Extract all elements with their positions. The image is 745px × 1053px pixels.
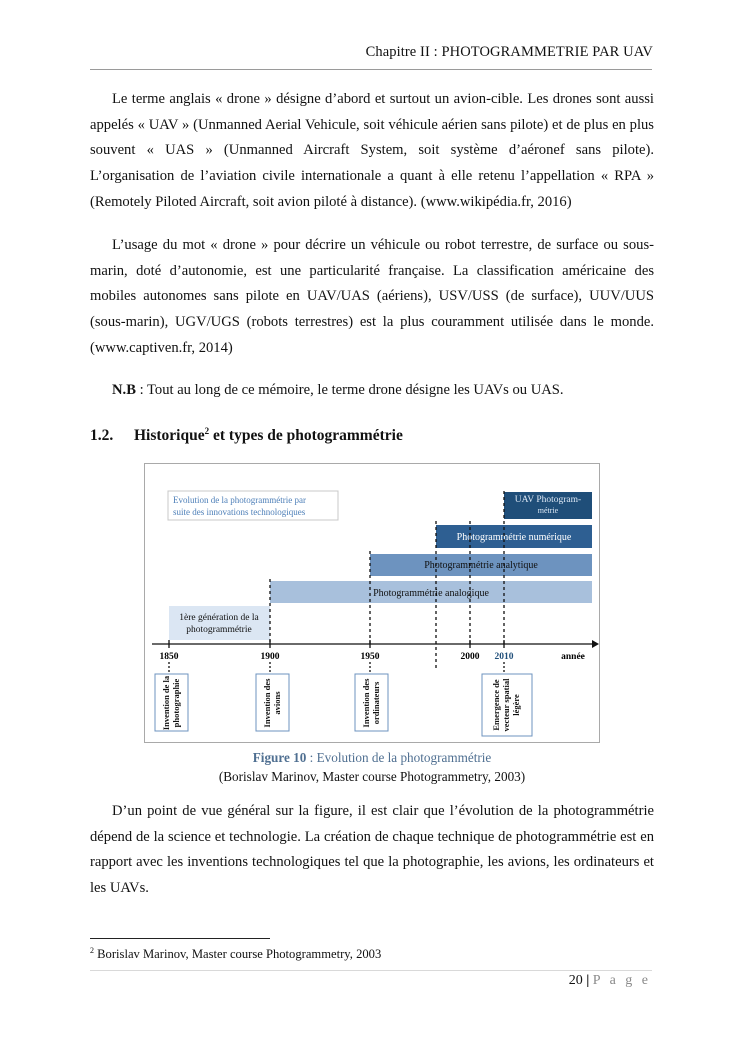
chapter-header: Chapitre II : PHOTOGRAMMETRIE PAR UAV xyxy=(365,44,653,60)
section-number: 1.2. xyxy=(90,427,114,445)
event-avion-line2: avions xyxy=(272,691,282,715)
footnote xyxy=(90,946,381,962)
footnote-ref: 2 xyxy=(204,426,210,436)
axis-unit-label: année xyxy=(561,652,585,662)
paragraph-drone-definition xyxy=(90,87,654,216)
footnote-number: 2 xyxy=(90,946,94,955)
bar-first-generation-line1: 1ère génération de la xyxy=(179,613,259,623)
page-label: P a g e xyxy=(592,973,651,988)
legend-line1: Evolution de la photogrammétrie par xyxy=(173,495,306,505)
nb-text: : Tout au long de ce mémoire, le terme drone désigne les UAVs ou UAS. xyxy=(135,382,564,398)
footnote-rule xyxy=(90,938,270,939)
event-connectors xyxy=(169,662,504,673)
paragraph-text: D’un point de vue général sur la figure, il est clair que l’évolution de la photogrammétrie dépend de la science et technologie. La création de chaque technique de photogrammétrie est en rapport avec les inventions technologiques tel que la photographie, les avions, les ordinateurs et les UAVs. xyxy=(90,803,654,897)
figure-source: (Borislav Marinov, Master course Photogrammetry, 2003) xyxy=(218,769,526,784)
bar-uav-label-line1: UAV Photogram- xyxy=(514,495,582,505)
paragraph-text: L’usage du mot « drone » pour décrire un véhicule ou robot terrestre, de surface ou sous-marin, doté d’autonomie, est une particularité française. La classification américaine des mobiles autonomes sans pilote en UAV/UAS (aériens), USV/USS (de surface), UUV/UUS (sous-marin), UGV/UGS (robots terrestres) est la plus couramment utilisée dans le monde. (www.captiven.fr, 2014) xyxy=(90,237,654,356)
event-uav-line1: Emergence de xyxy=(491,679,501,731)
event-photo-line1: Invention de la xyxy=(161,675,171,731)
bar-numerique-label: Photogrammétrie numérique xyxy=(456,532,572,543)
timeline-figure xyxy=(144,463,600,743)
section-title-part1: Historique xyxy=(134,427,205,445)
axis-arrow-icon xyxy=(592,640,599,648)
figure-number: Figure 10 xyxy=(252,750,307,765)
section-heading xyxy=(90,426,403,445)
nb-label: N.B xyxy=(112,382,136,398)
tick-label-1950: 1950 xyxy=(360,652,380,662)
event-avion-line1: Invention des xyxy=(262,678,272,728)
page-separator: | xyxy=(582,973,593,988)
tick-labels xyxy=(160,652,585,662)
footnote-text: Borislav Marinov, Master course Photogrammetry, 2003 xyxy=(94,947,382,962)
paragraph-nb xyxy=(90,378,654,404)
tick-label-1850: 1850 xyxy=(159,652,179,662)
section-title-part2: et types de photogrammétrie xyxy=(209,427,403,445)
figure-caption xyxy=(90,750,654,766)
bar-analogique-label: Photogrammétrie analogique xyxy=(373,588,489,599)
page-footer xyxy=(569,973,651,989)
tick-label-2010: 2010 xyxy=(494,652,514,662)
event-ordi-label xyxy=(361,678,381,728)
event-ordi-line2: ordinateurs xyxy=(371,681,381,725)
paragraph-figure-discussion xyxy=(90,799,654,902)
event-uav-line2: vecteur spatial xyxy=(501,678,511,732)
footer-rule xyxy=(90,970,652,971)
event-uav-line3: légère xyxy=(511,694,521,716)
figure-caption-text: : Evolution de la photogrammétrie xyxy=(306,750,492,765)
bar-first-generation-line2: photogrammétrie xyxy=(186,625,252,635)
legend-line2: suite des innovations technologiques xyxy=(173,507,306,517)
event-photo-label xyxy=(161,675,181,730)
tick-label-2000: 2000 xyxy=(460,652,480,662)
header-rule xyxy=(90,69,652,70)
bar-analytique-label: Photogrammétrie analytique xyxy=(424,560,538,571)
event-labels xyxy=(161,675,521,731)
event-boxes xyxy=(155,674,532,736)
page-number: 20 xyxy=(568,973,583,988)
paragraph-text: Le terme anglais « drone » désigne d’abord et surtout un avion-cible. Les drones sont aussi appelés « UAV » (Unmanned Aerial Vehicule, soit véhicule aérien sans pilote) et de plus en plus souvent « UAS » (Unmanned Aircraft System, soit système d’aéronef sans pilote). L’organisation de l’aviation civile internationale a quant à elle retenu l’appellation « RPA » (Remotely Piloted Aircraft, soit avion piloté à distance). (www.wikipédia.fr, 2016) xyxy=(90,91,654,210)
bar-uav-label-line2: métrie xyxy=(537,506,559,515)
event-photo-line2: photographie xyxy=(171,678,181,728)
paragraph-drone-usage xyxy=(90,233,654,362)
tick-label-1900: 1900 xyxy=(260,652,280,662)
event-ordi-line1: Invention des xyxy=(361,678,371,728)
